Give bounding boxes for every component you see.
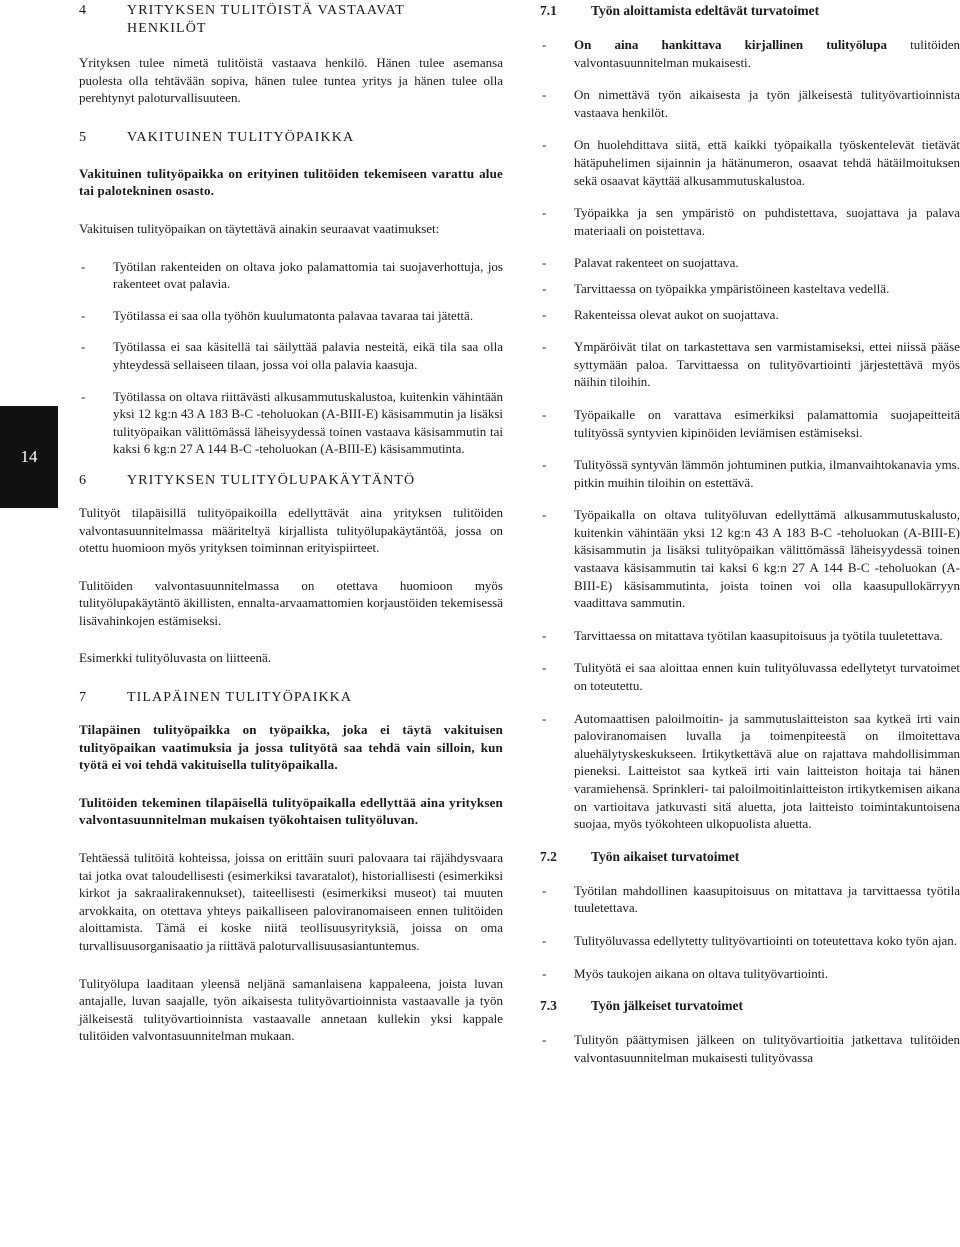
paragraph: Yrityksen tulee nimetä tulitöistä vastaava henkilö. Hänen tulee asemansa puolesta olla tehtävään sopiva, hänen tulee tuntea yritys ja hänen tulee olla perehtynyt paloturvallisuuteen.: [79, 55, 503, 106]
list-item: - Työtilassa on oltava riittävästi alkusammutuskalustoa, kuitenkin vähintään yksi 12 kg:n 43 A 183 B-C -teholuokan (A-BIII-E) käsisammutin ja lisäksi tulityöpaikan välittömässä läheisyydessä toinen vastaava käsisammutin tai kaksi 6 kg:n 27 A 144 B-C -teholuokan (A-BIII-E) käsisammutinta.: [79, 388, 503, 458]
list-item: - Tarvittaessa on työpaikka ympäristöineen kasteltava vedellä.: [540, 280, 960, 298]
list-item: - Tulityössä syntyvän lämmön johtuminen putkia, ilmanvaihtokanavia yms. pitkin muihin tiloihin on estettävä.: [540, 456, 960, 491]
list-item-rest: tulitöiden valvontasuunnitelman mukaisesti.: [574, 37, 960, 70]
paragraph: Esimerkki tulityöluvasta on liitteenä.: [79, 650, 272, 666]
section-title: TILAPÄINEN TULITYÖPAIKKA: [127, 690, 353, 706]
section-7-3-heading: [540, 997, 960, 1015]
list-item: - Tarvittaessa on mitattava työtilan kaasupitoisuus ja työtila tuuletettava.: [540, 627, 960, 645]
list-item: - Työpaikalle on varattava esimerkiksi palamattomia suojapeitteitä tulityössä syntyvien kipinöiden leviämisen estämiseksi.: [540, 406, 960, 441]
list-item: - Työtilan mahdollinen kaasupitoisuus on mitattava ja tarvittaessa työtila tuuletettava.: [540, 882, 960, 917]
list-item: - Tulityön päättymisen jälkeen on tulityövartioitia jatkettava tulitöiden valvontasuunnitelman mukaisesti tulityövassa: [540, 1031, 960, 1066]
section-number: 5: [79, 129, 88, 145]
right-column: [540, 2, 960, 1081]
section-title: VAKITUINEN TULITYÖPAIKKA: [127, 129, 355, 145]
section-7-1-heading: [540, 2, 960, 20]
list-item: - Tulityötä ei saa aloittaa ennen kuin tulityöluvassa edellytetyt turvatoimet on toteutettu.: [540, 659, 960, 694]
paragraph: Tulitöiden valvontasuunnitelmassa on otettava huomioon myös tulityölupakäytäntö äkillisten, ennalta-arvaamattomien korjaustöiden tekemisessä lisävahinkojen estämiseksi.: [79, 577, 503, 628]
list-item: [540, 36, 960, 71]
list-item: - On huolehdittava siitä, että kaikki työpaikalla työskentelevät tietävät hätäpuhelimen sijainnin ja hätänumeron, osaavat tehdä hätäilmoituksen sekä osaavat käyttää alkusammutuskalustoa.: [540, 136, 960, 189]
paragraph: Tehtäessä tulitöitä kohteissa, joissa on erittäin suuri palovaara tai räjähdysvaara tai jotka ovat taloudellisesti (esimerkiksi tavaratalot), historiallisesti (esimerkiksi kirkot ja sakraalirakennukset), taiteellisesti (esimerkiksi museot) tai muuten arvokkaita, on otettava yhteys paikalliseen paloviranomaiseen ennen tulitöiden aloittamista. Tämä ei koske niitä teollisuusyrityksiä, joissa on oma turvallisuusorganisaatio ja riittävä paloturvallisuusasiantuntemus.: [79, 850, 503, 953]
bold-paragraph: Vakituinen tulityöpaikka on erityinen tulitöiden tekemiseen varattu alue tai palotekninen osasto.: [79, 165, 503, 199]
paragraph: Tulityölupa laaditaan yleensä neljänä samanlaisena kappaleena, joista luvan antajalle, luvan saajalle, työn aikaisesta tulityövartioinnista vastaavalle ja työn jälkeisestä tulityövartioinnista vastaavalle annetaan kullekin yksi kappale tulitöiden valvontasuunnitelman mukaan.: [79, 975, 503, 1044]
section-6-heading: [79, 472, 503, 490]
list-item: - Rakenteissa olevat aukot on suojattava.: [540, 306, 960, 324]
section-title: Työn jälkeiset turvatoimet: [591, 998, 743, 1014]
list-item: - Tulityöluvassa edellytetty tulityövartiointi on toteutettava koko työn ajan.: [540, 932, 960, 950]
list-item-lead: On aina hankittava kirjallinen tulityölupa: [574, 37, 887, 52]
section-number: 7.2: [540, 848, 557, 864]
section-number: 6: [79, 472, 88, 488]
list-item: - Työtilassa ei saa käsitellä tai säilyttää palavia nesteitä, eikä tila saa olla yhteydessä sellaiseen tilaan, jossa voi olla palavia kaasuja.: [79, 338, 503, 373]
section-number: 7: [79, 690, 88, 706]
section-title: YRITYKSEN TULITYÖLUPAKÄYTÄNTÖ: [127, 472, 416, 488]
paragraph: Tulityöt tilapäisillä tulityöpaikoilla edellyttävät aina yrityksen tulitöiden valvontasuunnitelmassa määriteltyä kirjallista tulityölupakäytäntöä, jossa on otettu huomioon myös yrityksen toiminnan erityispiirteet.: [79, 504, 503, 556]
list-item: - Työtilassa ei saa olla työhön kuulumatonta palavaa tavaraa tai jätettä.: [79, 307, 503, 325]
section-number: 7.1: [540, 3, 557, 18]
bold-paragraph: Tulitöiden tekeminen tilapäisellä tulityöpaikalla edellyttää aina yrityksen valvontasuunnitelman mukaisen työkohtaisen tulityöluvan.: [79, 794, 503, 828]
section-5-heading: [79, 129, 503, 147]
paragraph: Vakituisen tulityöpaikan on täytettävä ainakin seuraavat vaatimukset:: [79, 220, 440, 236]
page-number-tab: [0, 406, 58, 508]
list-item: - Myös taukojen aikana on oltava tulityövartiointi.: [540, 965, 960, 983]
section-title: Työn aikaiset turvatoimet: [591, 848, 740, 864]
requirements-list: [79, 258, 503, 458]
during-work-list: [540, 882, 960, 982]
list-item: - On nimettävä työn aikaisesta ja työn jälkeisestä tulityövartioinnista vastaava henkilöt.: [540, 86, 960, 121]
section-title: YRITYKSEN TULITÖISTÄ VASTAAVAT HENKILÖT: [127, 3, 405, 36]
section-number: 7.3: [540, 998, 557, 1014]
list-item: - Työpaikka ja sen ympäristö on puhdistettava, suojattava ja palava materiaali on poistettava.: [540, 204, 960, 239]
list-item: - Automaattisen paloilmoitin- ja sammutuslaitteiston saa kytkeä irti vain paloviranomaisen luvalla ja toimenpiteestä on ilmoitettava aluehälytyskeskukseen. Irtikytkettävä alue on rajattava mahdollisimman pieneksi. Laitteistot saa kytkeä irti vain laitteiston hoitaja tai hänen varamiehensä. Sprinkleri- tai paloilmoitinlaitteiston irtikytkemisen aikana on vartioitava jatkuvasti sitä aluetta, jota laitteisto toimintakuntoisena suojaa, myös työkohteen ulkopuolista aluetta.: [540, 710, 960, 833]
section-number: 4: [79, 3, 88, 18]
page-number: 14: [20, 447, 38, 466]
bold-paragraph: Tilapäinen tulityöpaikka on työpaikka, joka ei täytä vakituisen tulityöpaikan vaatimuksia ja jossa tulityötä saa tehdä vain silloin, kun työtä ei voi tehdä vakituisella tulityöpaikalla.: [79, 722, 503, 773]
list-item: - Ympäröivät tilat on tarkastettava sen varmistamiseksi, ettei niissä pääse syttymään paloa. Tarvittaessa on tulityövartiointi järjestettävä myös näihin tiloihin.: [540, 338, 960, 391]
list-item: - Työpaikalla on oltava tulityöluvan edellyttämä alkusammutuskalusto, kuitenkin vähintään yksi 12 kg:n 43 A 183 B-C -teholuokan (A-BIII-E) käsisammutin ja lisäksi tulityöpaikan välittömässä läheisyydessä toinen vastaava käsisammutin tai kaksi 6 kg:n 27 A 144 B-C -teholuokan (A-BIII-E) käsisammutinta, joista toinen voi olla kaasupullokärryyn vaadittava sammutin.: [540, 506, 960, 612]
post-work-list: [540, 1031, 960, 1066]
section-title: Työn aloittamista edeltävät turvatoimet: [591, 3, 820, 18]
pre-work-list: [540, 36, 960, 833]
left-column: [79, 2, 503, 1061]
section-4-heading: [79, 2, 503, 38]
section-7-2-heading: [540, 848, 960, 866]
list-item: - Työtilan rakenteiden on oltava joko palamattomia tai suojaverhottuja, jos rakenteet ovat palavia.: [79, 258, 503, 293]
list-item: - Palavat rakenteet on suojattava.: [540, 254, 960, 272]
section-7-heading: [79, 689, 503, 707]
